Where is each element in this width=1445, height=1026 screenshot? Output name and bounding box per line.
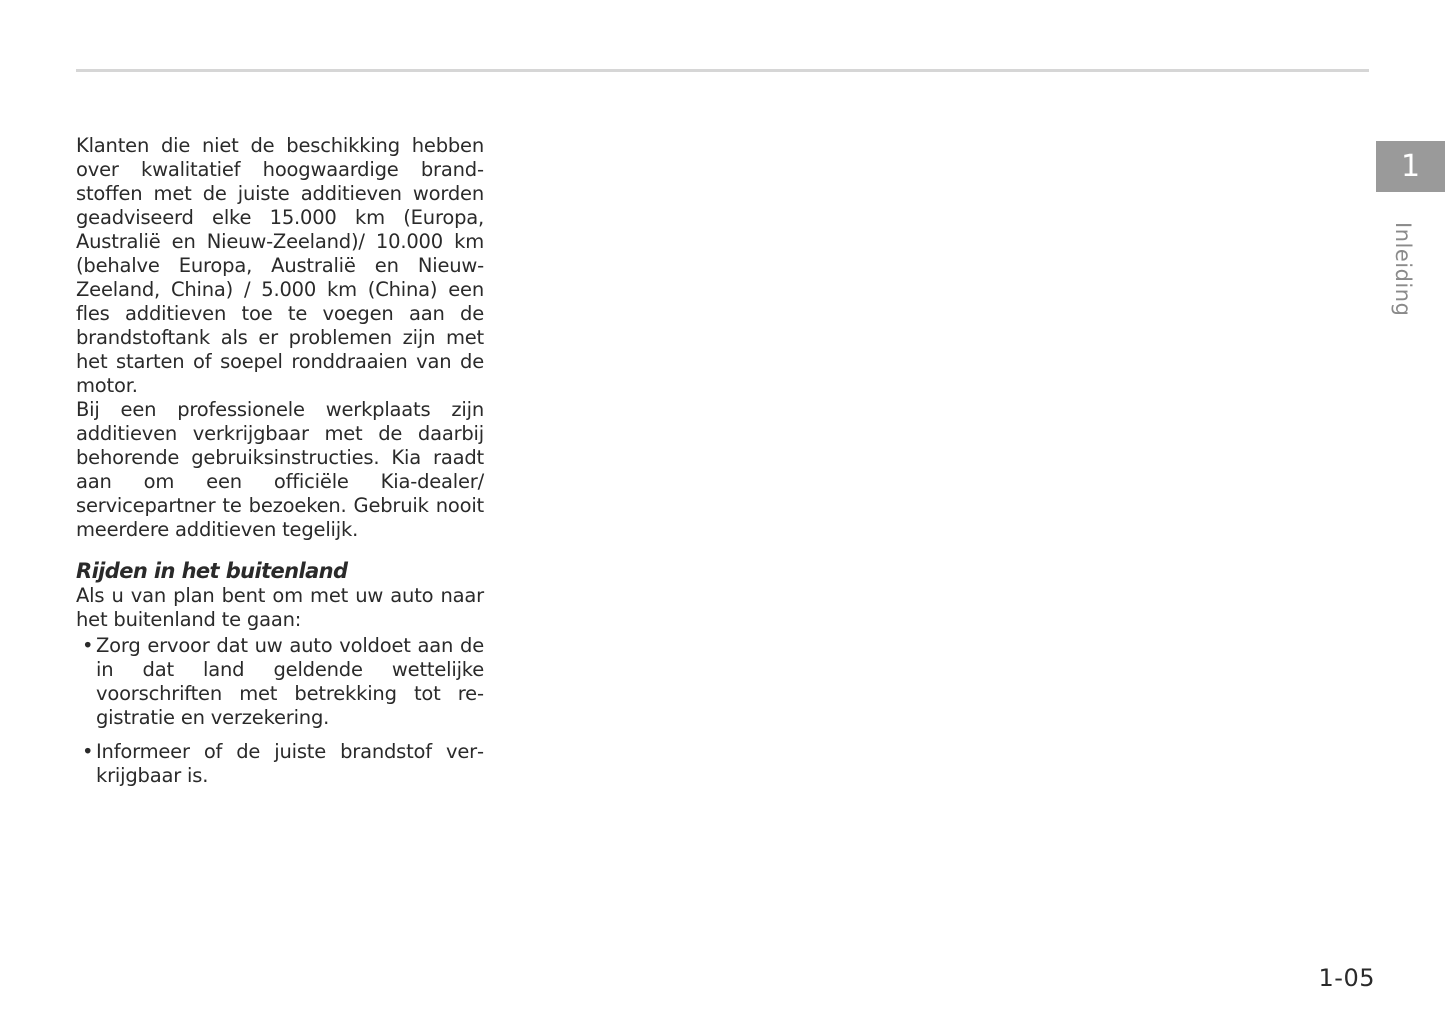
list-item-text: Informeer of de juiste brandstof verkrijgbaar is.	[96, 740, 484, 787]
bullet-icon: •	[82, 740, 94, 763]
chapter-title: Inleiding	[1391, 222, 1415, 317]
list-item	[76, 740, 484, 788]
chapter-number-tab: 1	[1376, 141, 1445, 192]
bullet-icon: •	[82, 634, 94, 657]
intro-paragraph: Klanten die niet de beschikking hebben over kwalitatief hoogwaardige brandstoffen met de juiste additieven worden geadviseerd elke 15.000 km (Europa, Australië en Nieuw-Zeeland)/ 10.000 km (behalve Europa, Australië en Nieuw-Zeeland, China) / 5.000 km (China) een fles additieven toe te voegen aan de brandstoftank als er problemen zijn met het starten of soepel ronddraaien van de motor.	[76, 134, 484, 397]
list-item	[76, 634, 484, 730]
header-rule	[76, 69, 1369, 72]
section-heading: Rijden in het buitenland	[76, 559, 348, 583]
abroad-intro-paragraph: Als u van plan bent om met uw auto naar het buitenland te gaan:	[76, 584, 484, 631]
additives-paragraph: Bij een professionele werkplaats zijn additieven verkrijgbaar met de daarbij behorende gebruiksinstructies. Kia raadt aan om een officiële Kia-dealer/ servicepartner te bezoeken. Gebruik nooit meerdere additieven tegelijk.	[76, 398, 484, 541]
main-text-column	[76, 134, 484, 788]
list-item-text: Zorg ervoor dat uw auto voldoet aan de in dat land geldende wettelijke voorschriften met betrekking tot registratie en verzekering.	[96, 634, 484, 729]
bullet-list	[76, 634, 484, 788]
page-number: 1-05	[1318, 964, 1375, 992]
